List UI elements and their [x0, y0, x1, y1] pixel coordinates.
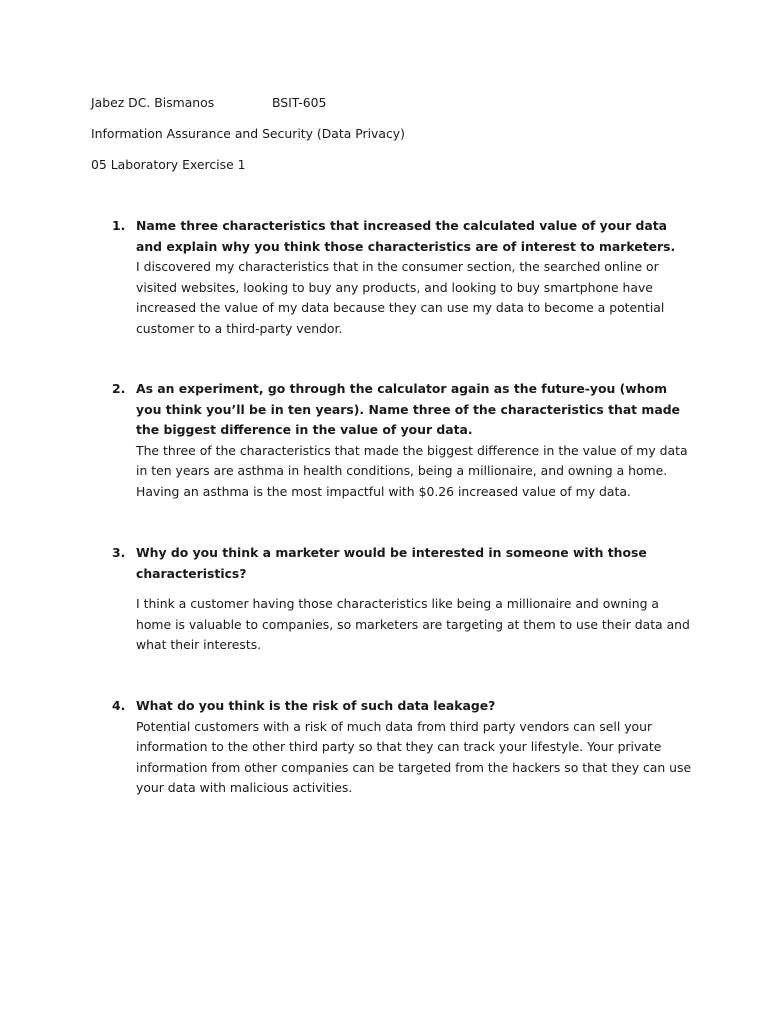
- answer-text: The three of the characteristics that made the biggest difference in the value of my data in ten years are asthma in health conditions, being a millionaire, and owning a home. Having an asthma is the most impactful with $0.26 increased value of my data.: [136, 442, 688, 499]
- item-number: 3.: [112, 545, 126, 560]
- item-number: 1.: [112, 218, 126, 233]
- course-section: BSIT-605: [272, 95, 327, 110]
- list-item-2: [112, 379, 692, 502]
- subject-title: Information Assurance and Security (Data Privacy): [91, 126, 405, 141]
- list-item-4: [112, 696, 692, 799]
- student-name: Jabez DC. Bismanos: [91, 95, 215, 110]
- list-item-3: [112, 543, 692, 656]
- exercise-title: 05 Laboratory Exercise 1: [91, 157, 246, 172]
- answer-text: Potential customers with a risk of much data from third party vendors can sell your information to the other third party so that they can track your lifestyle. Your private information from other companies can be targeted from the hackers so that they can use your data with malicious activities.: [136, 718, 692, 795]
- answer-text: I discovered my characteristics that in the consumer section, the searched online or visited websites, looking to buy any products, and looking to buy smartphone have increased the value of my data because they can use my data to become a potential customer to a third-party vendor.: [136, 259, 665, 336]
- item-number: 4.: [112, 698, 126, 713]
- item-number: 2.: [112, 381, 126, 396]
- question-text: As an experiment, go through the calculator again as the future-you (whom you think you’ll be in ten years). Name three of the characteristics that made the biggest difference in the value of your data.: [136, 381, 680, 437]
- question-text: Name three characteristics that increased the calculated value of your data and explain why you think those characteristics are of interest to marketers.: [136, 218, 676, 254]
- list-item-1: [112, 216, 692, 339]
- question-text: What do you think is the risk of such data leakage?: [136, 698, 496, 713]
- question-text: Why do you think a marketer would be interested in someone with those characteristics?: [136, 545, 647, 581]
- answer-text: I think a customer having those characteristics like being a millionaire and owning a home is valuable to companies, so marketers are targeting at them to use their data and what their interests.: [136, 596, 690, 652]
